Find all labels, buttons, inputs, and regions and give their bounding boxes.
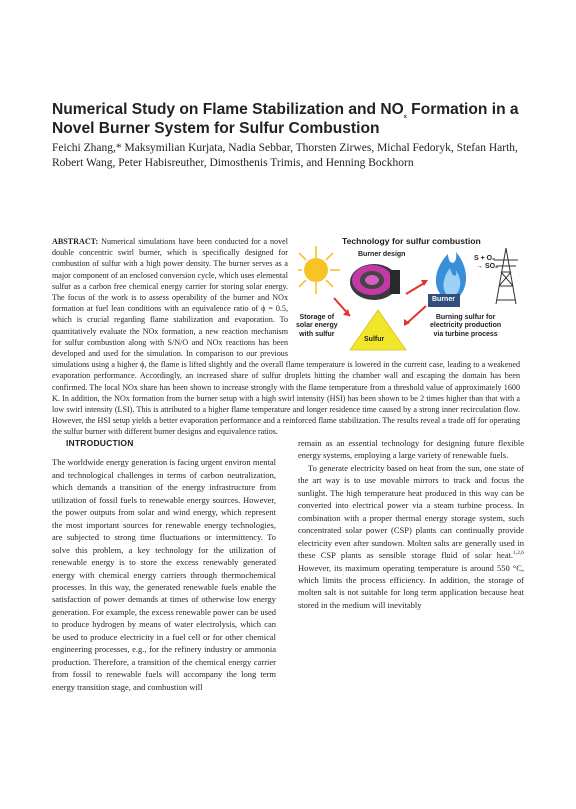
title-subscript: x xyxy=(403,114,407,121)
toc-label-burning: Burning sulfur for electricity production via turbine process xyxy=(430,314,502,338)
toc-label-sulfur: Sulfur xyxy=(364,336,385,343)
title-part-1: Numerical Study on Flame Stabilization and NO xyxy=(52,101,404,118)
section-heading-introduction: INTRODUCTION xyxy=(66,438,134,448)
abstract-text: Numerical simulations have been conducted for a novel double concentric swirl burner, which is specifically designed for combustion of sulfur with a high power density. The burner serves as a major component of an enclosed conversion cycle, which uses elemental sulfur as a carbon free chemical energy carrier for storing solar energy. The focus of the work is to assess operability of the burner and NOx formation at fuel lean conditions with an equivalence ratio of ϕ = 0.5, which is crucial regarding flame stabilization and evaporation. To quantitatively evaluate the NOx formation, a new reaction mechanism for sulfur combustion along with S/N/O and NOx reactions has been developed and used for the simulation. In comparison to our previous simulations using a higher ϕ, the flame is lifted slightly and the overall flame temperature is lowered in the current case, leading to a weakened evaporation performance. Accordingly, an increased share of sulfur droplets hitting the chamber wall and escaping the domain has been confirmed. The local NOx share has been shown to increase strongly with the flame temperature from a threshold value of approximately 1600 K. In addition, the NOx formation from the burner setup with a high swirl intensity (HSI) has been shown to be 2 times higher than that with a low swirl intensity (LSI). This is attributed to a higher flame temperature and longer residence time caused by a strong inner recirculation flow. However, the HSI setup yields a better evaporation performance and a reinforced flame stabilization. The results reveal a trade off for operating the sulfur burner with different burner designs and equivalence ratios. xyxy=(52,237,520,437)
citation-ref: 1,2,6 xyxy=(513,550,524,557)
toc-title: Technology for sulfur combustion xyxy=(342,236,481,246)
intro-paragraph-2 xyxy=(298,462,524,611)
paper-title xyxy=(52,100,532,138)
intro-paragraph-1-cont: remain as an essential technology for designing future flexible energy systems, employing a large variety of renewable fuels. xyxy=(298,438,524,461)
toc-label-reaction-2: → SO₂ xyxy=(476,263,499,270)
toc-label-burner-design: Burner design xyxy=(358,251,406,258)
toc-label-reaction-1: S + O₂ xyxy=(474,255,496,262)
intro-paragraph-1: The worldwide energy generation is facing urgent environ mental and technological challenges in terms of carbon neutralization, which demands a transition of the energy infrastructure from utilization of fossil fuels to renewable energy sources. However, the power outputs from solar and wind energy, which represent the most important sources for renewable energy technologies, are subjected to strong time fluctuations or intermittency. To solve this problem, a key technology for the utilization of renewable energy is to store the excess renewably generated energy with chemical energy carriers through thermochemical processes. In this way, the generated renewable fuels enable the satisfaction of power demands at times of otherwise low energy generation. For example, the excess renewable power can be used to produce hydrogen by means of water electrolysis, which can be used to produce electricity in a fuel cell or for other chemical engineering processes, e.g., for the refinery industry or ammonia production. Therefore, a transition of the chemical energy carrier from fossil to renewable fuels will accompany the long term energy transition stage, and combustion will xyxy=(52,457,276,692)
author-list: Feichi Zhang,* Maksymilian Kurjata, Nadia Sebbar, Thorsten Zirwes, Michal Fedoryk, Stefan Harth, Robert Wang, Peter Habisreuther, Dimosthenis Trimis, and Henning Bockhorn xyxy=(52,142,518,169)
intro-paragraph-2-text-b: However, its maximum operating temperature is around 550 °C, which limits the process efficiency. In addition, the storage of molten salt is not suitable for long term application because heat stored in the medium will inevitably xyxy=(298,562,524,610)
toc-label-burner: Burner xyxy=(432,296,455,303)
toc-label-storage: Storage of solar energy with sulfur xyxy=(296,314,338,338)
intro-paragraph-2-text-a: To generate electricity based on heat from the sun, one state of the art way is to use movable mirrors to track and focus the sunlight. The high temperature heat produced in this way can be converted into electrical power via a steam turbine process. In combination with a proper thermal energy storage system, such concentrated solar power (CSP) plants can continually provide electricity even after sundown. Molten salts are generally used in these CSP plants as sensible storage fluid of solar heat. xyxy=(298,462,524,561)
abstract-label: ABSTRACT: xyxy=(52,237,99,246)
intro-column-right xyxy=(298,437,524,611)
intro-column-left xyxy=(52,437,276,693)
abstract xyxy=(52,236,520,438)
abstract-float-spacer xyxy=(288,236,520,356)
title-part-2: Formation in a Novel Burner System for Sulfur Combustion xyxy=(52,101,519,137)
